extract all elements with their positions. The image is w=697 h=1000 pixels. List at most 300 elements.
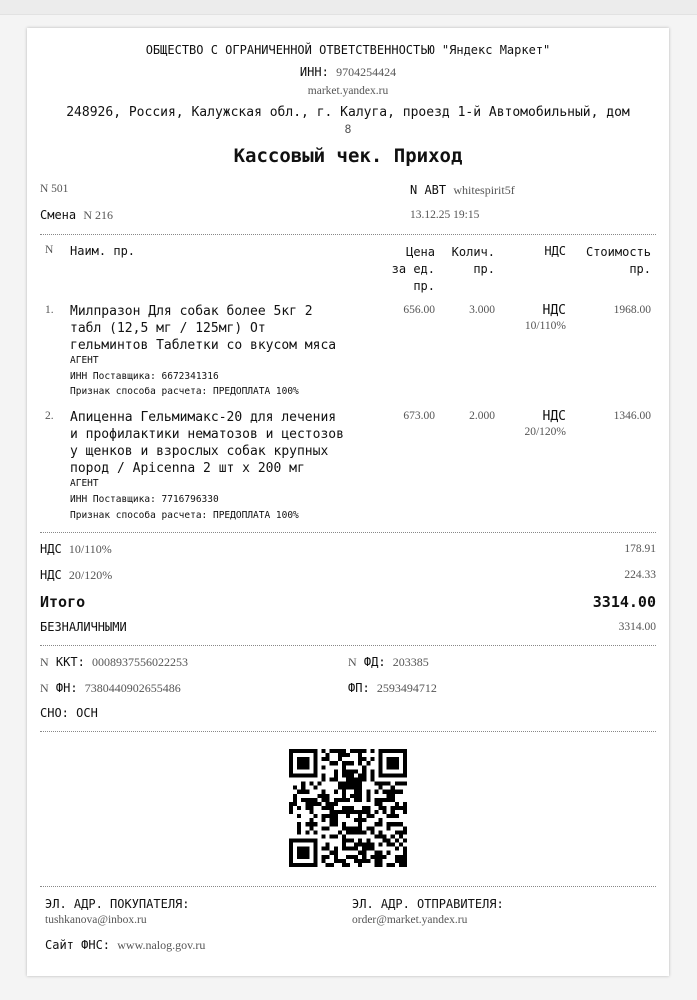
qr-module (326, 847, 330, 851)
cashless-label: БЕЗНАЛИЧНЫМИ (40, 620, 127, 634)
qr-module (317, 802, 321, 806)
qr-module (309, 826, 313, 830)
qr-module (350, 830, 354, 834)
qr-module (330, 749, 334, 753)
sender-email-label: ЭЛ. АДР. ОТПРАВИТЕЛЯ: (352, 897, 504, 911)
qr-module (334, 777, 338, 781)
qr-module (383, 798, 387, 802)
qr-module (362, 851, 366, 855)
qr-module (395, 749, 399, 753)
qr-module (399, 843, 403, 847)
qr-module (326, 802, 330, 806)
qr-module (403, 769, 407, 773)
item-supplier-inn: ИНН Поставщика: 7716796330 (70, 494, 219, 505)
qr-module (342, 794, 346, 798)
company-name: ОБЩЕСТВО С ОГРАНИЧЕННОЙ ОТВЕТСТВЕННОСТЬЮ "Яндекс Маркет" (145, 43, 551, 57)
qr-module (289, 753, 293, 757)
col-name: Наим. пр. (70, 244, 136, 258)
qr-module (383, 839, 387, 843)
qr-module (358, 773, 362, 777)
qr-module (391, 798, 395, 802)
receipt-number: N 501 (40, 183, 69, 195)
qr-module (305, 798, 309, 802)
qr-module (297, 806, 301, 810)
qr-module (399, 855, 403, 859)
qr-module (342, 810, 346, 814)
qr-module (297, 855, 301, 859)
qr-module (383, 773, 387, 777)
qr-module (358, 749, 362, 753)
qr-module (354, 847, 358, 851)
qr-module (370, 855, 374, 859)
qr-module (374, 863, 378, 867)
qr-module (330, 818, 334, 822)
qr-module (350, 839, 354, 843)
item-agent: АГЕНТ (70, 478, 99, 489)
qr-module (383, 749, 387, 753)
qr-module (346, 830, 350, 834)
qr-module (350, 826, 354, 830)
qr-module (297, 765, 301, 769)
qr-module (366, 810, 370, 814)
qr-module (362, 830, 366, 834)
qr-module (358, 790, 362, 794)
qr-module (305, 765, 309, 769)
qr-module (305, 749, 309, 753)
qr-module (362, 773, 366, 777)
qr-module (322, 847, 326, 851)
qr-module (346, 810, 350, 814)
qr-module (358, 863, 362, 867)
qr-module (395, 757, 399, 761)
item-vat-label: НДС (542, 409, 566, 424)
qr-module (354, 782, 358, 786)
qr-module (391, 765, 395, 769)
buyer-email: tushkanova@inbox.ru (45, 914, 147, 926)
qr-module (379, 757, 383, 761)
qr-module (374, 834, 378, 838)
fns-site (45, 938, 205, 953)
company-site: market.yandex.ru (307, 85, 389, 97)
qr-module (346, 782, 350, 786)
qr-module (354, 749, 358, 753)
qr-module (387, 851, 391, 855)
qr-module (338, 859, 342, 863)
qr-module (305, 863, 309, 867)
qr-module (297, 790, 301, 794)
qr-module (297, 863, 301, 867)
item-qty: 2.000 (469, 410, 495, 422)
qr-module (387, 749, 391, 753)
qr-module (399, 749, 403, 753)
qr-module (358, 753, 362, 757)
qr-module (366, 814, 370, 818)
qr-module (326, 855, 330, 859)
qr-module (387, 843, 391, 847)
qr-module (330, 822, 334, 826)
qr-module (301, 798, 305, 802)
avt-value: whitespirit5f (453, 183, 515, 197)
qr-module (309, 863, 313, 867)
qr-module (342, 834, 346, 838)
qr-module (342, 773, 346, 777)
qr-module (305, 790, 309, 794)
qr-module (350, 769, 354, 773)
qr-module (358, 757, 362, 761)
qr-module (358, 777, 362, 781)
qr-module (305, 830, 309, 834)
qr-module (342, 765, 346, 769)
qr-module (391, 810, 395, 814)
qr-module (403, 802, 407, 806)
qr-module (383, 806, 387, 810)
qr-module (313, 798, 317, 802)
qr-module (362, 777, 366, 781)
qr-module (399, 773, 403, 777)
qr-module (301, 773, 305, 777)
qr-module (346, 855, 350, 859)
qr-module (358, 859, 362, 863)
qr-module (313, 757, 317, 761)
qr-module (387, 761, 391, 765)
qr-module (334, 810, 338, 814)
qr-module (362, 859, 366, 863)
qr-module (297, 822, 301, 826)
qr-code (289, 749, 407, 867)
vat20-value: 224.33 (624, 569, 656, 581)
qr-module (395, 802, 399, 806)
qr-module (346, 847, 350, 851)
qr-module (354, 794, 358, 798)
receipt-paper (27, 28, 669, 976)
col-qty: Колич. пр. (451, 245, 495, 276)
qr-module (399, 830, 403, 834)
qr-module (289, 843, 293, 847)
qr-module (313, 830, 317, 834)
qr-module (362, 843, 366, 847)
qr-module (289, 749, 293, 753)
qr-module (313, 761, 317, 765)
qr-module (387, 822, 391, 826)
qr-module (301, 749, 305, 753)
qr-module (326, 757, 330, 761)
qr-module (342, 863, 346, 867)
qr-module (293, 794, 297, 798)
qr-module (395, 761, 399, 765)
qr-module (403, 830, 407, 834)
qr-module (358, 839, 362, 843)
qr-module (395, 773, 399, 777)
qr-module (366, 806, 370, 810)
col-cost: Стоимость пр. (585, 245, 651, 276)
divider (40, 532, 656, 533)
qr-module (374, 851, 378, 855)
divider (40, 731, 656, 732)
qr-module (379, 798, 383, 802)
qr-module (322, 859, 326, 863)
qr-module (342, 826, 346, 830)
qr-module (391, 843, 395, 847)
qr-module (370, 814, 374, 818)
qr-module (370, 777, 374, 781)
qr-module (330, 777, 334, 781)
item-name: Милпразон Для собак более 5кг 2 табл (12,5 мг / 125мг) От гельминтов Таблетки со вкусом мяса (70, 304, 337, 353)
qr-module (370, 826, 374, 830)
qr-module (305, 839, 309, 843)
qr-module (387, 794, 391, 798)
qr-module (391, 814, 395, 818)
qr-module (289, 839, 293, 843)
qr-module (362, 769, 366, 773)
qr-module (342, 859, 346, 863)
qr-module (387, 765, 391, 769)
col-vat: НДС (544, 244, 566, 258)
qr-module (305, 822, 309, 826)
qr-module (387, 757, 391, 761)
total-label: Итого (40, 593, 86, 611)
item-qty: 3.000 (469, 304, 495, 316)
item-payment-sign: Признак способа расчета: ПРЕДОПЛАТА 100% (70, 510, 299, 521)
receipt-datetime: 13.12.25 19:15 (410, 209, 480, 221)
receipt-title: Кассовый чек. Приход (233, 145, 463, 167)
qr-module (301, 782, 305, 786)
qr-module (297, 749, 301, 753)
qr-module (346, 777, 350, 781)
qr-module (338, 753, 342, 757)
qr-module (354, 790, 358, 794)
qr-module (379, 863, 383, 867)
qr-module (387, 798, 391, 802)
qr-module (350, 847, 354, 851)
qr-module (379, 761, 383, 765)
top-bar (0, 0, 697, 15)
qr-module (317, 782, 321, 786)
qr-module (403, 839, 407, 843)
qr-module (297, 826, 301, 830)
qr-module (346, 753, 350, 757)
qr-module (338, 749, 342, 753)
qr-module (391, 749, 395, 753)
qr-module (313, 851, 317, 855)
qr-module (395, 782, 399, 786)
qr-module (379, 782, 383, 786)
qr-module (403, 855, 407, 859)
qr-module (379, 786, 383, 790)
qr-module (301, 757, 305, 761)
qr-module (379, 749, 383, 753)
qr-module (342, 761, 346, 765)
qr-module (403, 773, 407, 777)
qr-module (289, 810, 293, 814)
qr-module (395, 765, 399, 769)
qr-module (305, 851, 309, 855)
qr-module (305, 761, 309, 765)
item-vat-label: НДС (542, 303, 566, 318)
qr-module (334, 749, 338, 753)
item-price: 673.00 (403, 410, 435, 422)
qr-module (354, 786, 358, 790)
qr-module (297, 757, 301, 761)
qr-module (313, 786, 317, 790)
fn-number: N ФН: 7380440902655486 (40, 681, 181, 695)
qr-module (289, 761, 293, 765)
qr-module (354, 818, 358, 822)
qr-module (350, 749, 354, 753)
qr-module (383, 834, 387, 838)
item-supplier-inn: ИНН Поставщика: 6672341316 (70, 371, 219, 382)
qr-module (383, 790, 387, 794)
qr-module (326, 826, 330, 830)
qr-module (346, 798, 350, 802)
qr-module (391, 794, 395, 798)
qr-module (322, 806, 326, 810)
qr-module (391, 790, 395, 794)
qr-module (322, 777, 326, 781)
qr-module (395, 847, 399, 851)
qr-module (391, 761, 395, 765)
qr-module (358, 818, 362, 822)
qr-module (383, 855, 387, 859)
qr-module (379, 773, 383, 777)
qr-module (374, 855, 378, 859)
qr-module (322, 834, 326, 838)
qr-module (309, 822, 313, 826)
qr-module (350, 794, 354, 798)
shift-value: N 216 (83, 208, 114, 222)
company-address-cont: 8 (344, 122, 352, 136)
qr-module (301, 765, 305, 769)
qr-module (317, 794, 321, 798)
qr-module (309, 806, 313, 810)
qr-module (309, 810, 313, 814)
qr-module (399, 790, 403, 794)
item-agent: АГЕНТ (70, 355, 99, 366)
qr-module (309, 773, 313, 777)
qr-module (326, 794, 330, 798)
qr-module (322, 749, 326, 753)
qr-module (338, 798, 342, 802)
qr-module (370, 749, 374, 753)
qr-module (301, 790, 305, 794)
qr-module (383, 810, 387, 814)
qr-module (305, 847, 309, 851)
qr-module (309, 839, 313, 843)
qr-module (326, 863, 330, 867)
qr-module (297, 761, 301, 765)
qr-module (313, 822, 317, 826)
qr-module (399, 834, 403, 838)
qr-module (358, 851, 362, 855)
qr-module (293, 802, 297, 806)
qr-module (403, 757, 407, 761)
qr-module (395, 855, 399, 859)
qr-module (293, 839, 297, 843)
qr-module (370, 830, 374, 834)
qr-module (395, 859, 399, 863)
qr-module (387, 782, 391, 786)
shift-label: Смена (40, 208, 77, 222)
qr-module (346, 773, 350, 777)
qr-module (293, 749, 297, 753)
company-inn (27, 65, 669, 80)
qr-module (322, 826, 326, 830)
qr-module (366, 859, 370, 863)
qr-module (289, 773, 293, 777)
qr-module (309, 782, 313, 786)
qr-module (313, 863, 317, 867)
item-payment-sign: Признак способа расчета: ПРЕДОПЛАТА 100% (70, 386, 299, 397)
qr-module (403, 806, 407, 810)
qr-module (289, 863, 293, 867)
qr-module (399, 806, 403, 810)
qr-module (350, 777, 354, 781)
qr-module (350, 786, 354, 790)
qr-module (379, 806, 383, 810)
qr-module (350, 773, 354, 777)
qr-module (350, 855, 354, 859)
qr-module (301, 839, 305, 843)
qr-module (326, 843, 330, 847)
qr-module (322, 814, 326, 818)
qr-module (346, 839, 350, 843)
qr-module (403, 782, 407, 786)
qr-module (374, 790, 378, 794)
qr-module (338, 757, 342, 761)
qr-module (358, 761, 362, 765)
qr-module (399, 822, 403, 826)
qr-module (395, 806, 399, 810)
qr-module (322, 757, 326, 761)
qr-module (338, 786, 342, 790)
qr-module (334, 851, 338, 855)
sno: СНО: ОСН (40, 706, 98, 720)
qr-module (293, 863, 297, 867)
qr-module (313, 847, 317, 851)
qr-module (297, 851, 301, 855)
qr-module (395, 830, 399, 834)
qr-module (395, 790, 399, 794)
qr-module (346, 826, 350, 830)
qr-module (379, 830, 383, 834)
qr-module (403, 765, 407, 769)
qr-module (289, 802, 293, 806)
qr-module (322, 790, 326, 794)
qr-module (334, 814, 338, 818)
qr-module (354, 777, 358, 781)
qr-module (403, 851, 407, 855)
qr-module (354, 826, 358, 830)
qr-module (362, 749, 366, 753)
qr-module (293, 786, 297, 790)
qr-module (370, 843, 374, 847)
qr-module (366, 847, 370, 851)
fns-site-label: Сайт ФНС: (45, 938, 111, 952)
qr-module (374, 798, 378, 802)
qr-module (387, 790, 391, 794)
qr-module (330, 834, 334, 838)
qr-module (379, 859, 383, 863)
qr-module (403, 753, 407, 757)
qr-module (322, 855, 326, 859)
qr-module (370, 847, 374, 851)
qr-module (379, 753, 383, 757)
vat10-label: НДС 10/110% (40, 542, 112, 556)
item-vat-rate: 10/110% (524, 320, 566, 332)
qr-module (313, 802, 317, 806)
qr-module (301, 863, 305, 867)
qr-module (326, 798, 330, 802)
qr-module (313, 814, 317, 818)
